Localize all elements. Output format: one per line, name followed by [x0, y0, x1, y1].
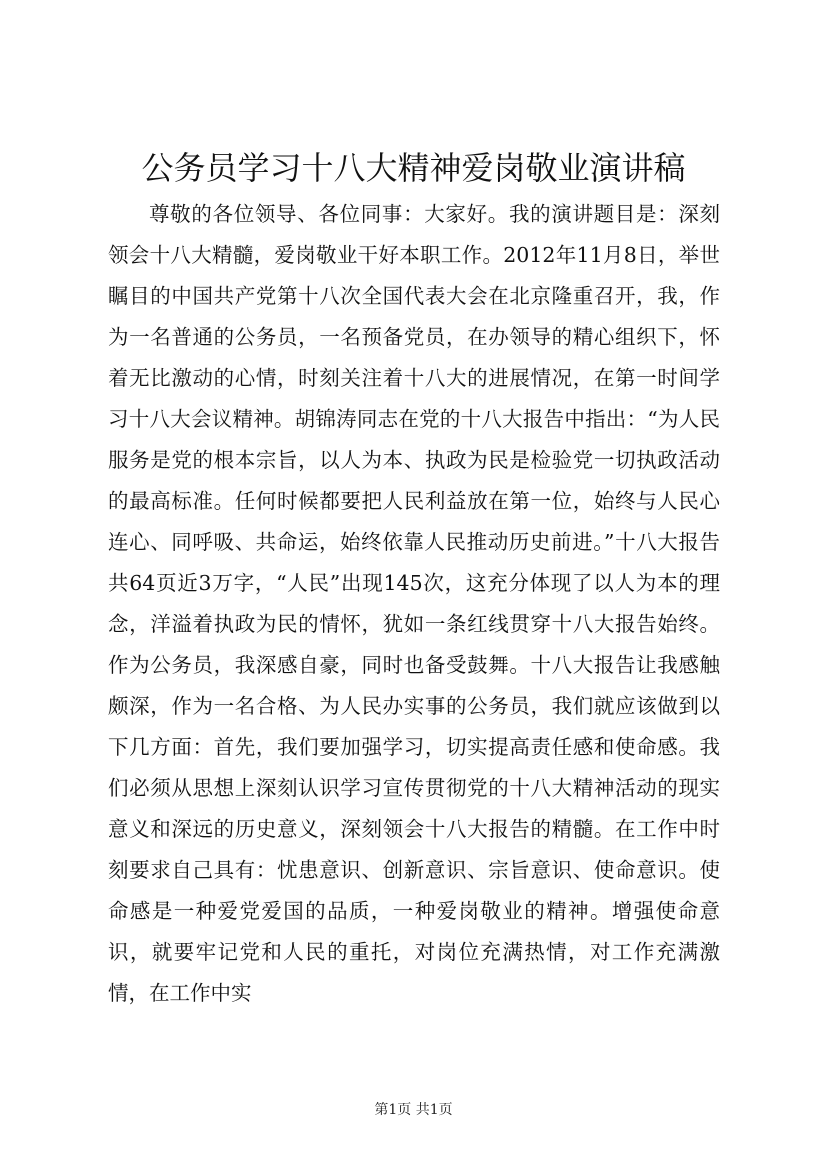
page-footer: 第1页 共1页 — [374, 1102, 453, 1118]
document-title: 公务员学习十八大精神爱岗敬业演讲稿 — [141, 149, 686, 187]
document-body-paragraph: 尊敬的各位领导、各位同事：大家好。我的演讲题目是：深刻领会十八大精髓，爱岗敬业干好本职工作。2012年11月8日，举世瞩目的中国共产党第十八次全国代表大会在北京隆重召开，我，作为一名普通的公务员，一名预备党员，在办领导的精心组织下，怀着无比激动的心情，时刻关注着十八大的进展情况，在第一时间学习十八大会议精神。胡锦涛同志在党的十八大报告中指出：“为人民服务是党的根本宗旨，以人为本、执政为民是检验党一切执政活动的最高标准。任何时候都要把人民利益放在第一位，始终与人民心连心、同呼吸、共命运，始终依靠人民推动历史前进。”十八大报告共64页近3万字，“人民”出现145次，这充分体现了以人为本的理念，洋溢着执政为民的情怀，犹如一条红线贯穿十八大报告始终。作为公务员，我深感自豪，同时也备受鼓舞。十八大报告让我感触颇深，作为一名合格、为人民办实事的公务员，我们就应该做到以下几方面：首先，我们要加强学习，切实提高责任感和使命感。我们必须从思想上深刻认识学习宣传贯彻党的十八大精神活动的现实意义和深远的历史意义，深刻领会十八大报告的精髓。在工作中时刻要求自己具有：忧患意识、创新意识、宗旨意识、使命意识。使命感是一种爱党爱国的品质，一种爱岗敬业的精神。增强使命意识，就要牢记党和人民的重托，对岗位充满热情，对工作充满激情，在工作中实 — [108, 202, 720, 1005]
